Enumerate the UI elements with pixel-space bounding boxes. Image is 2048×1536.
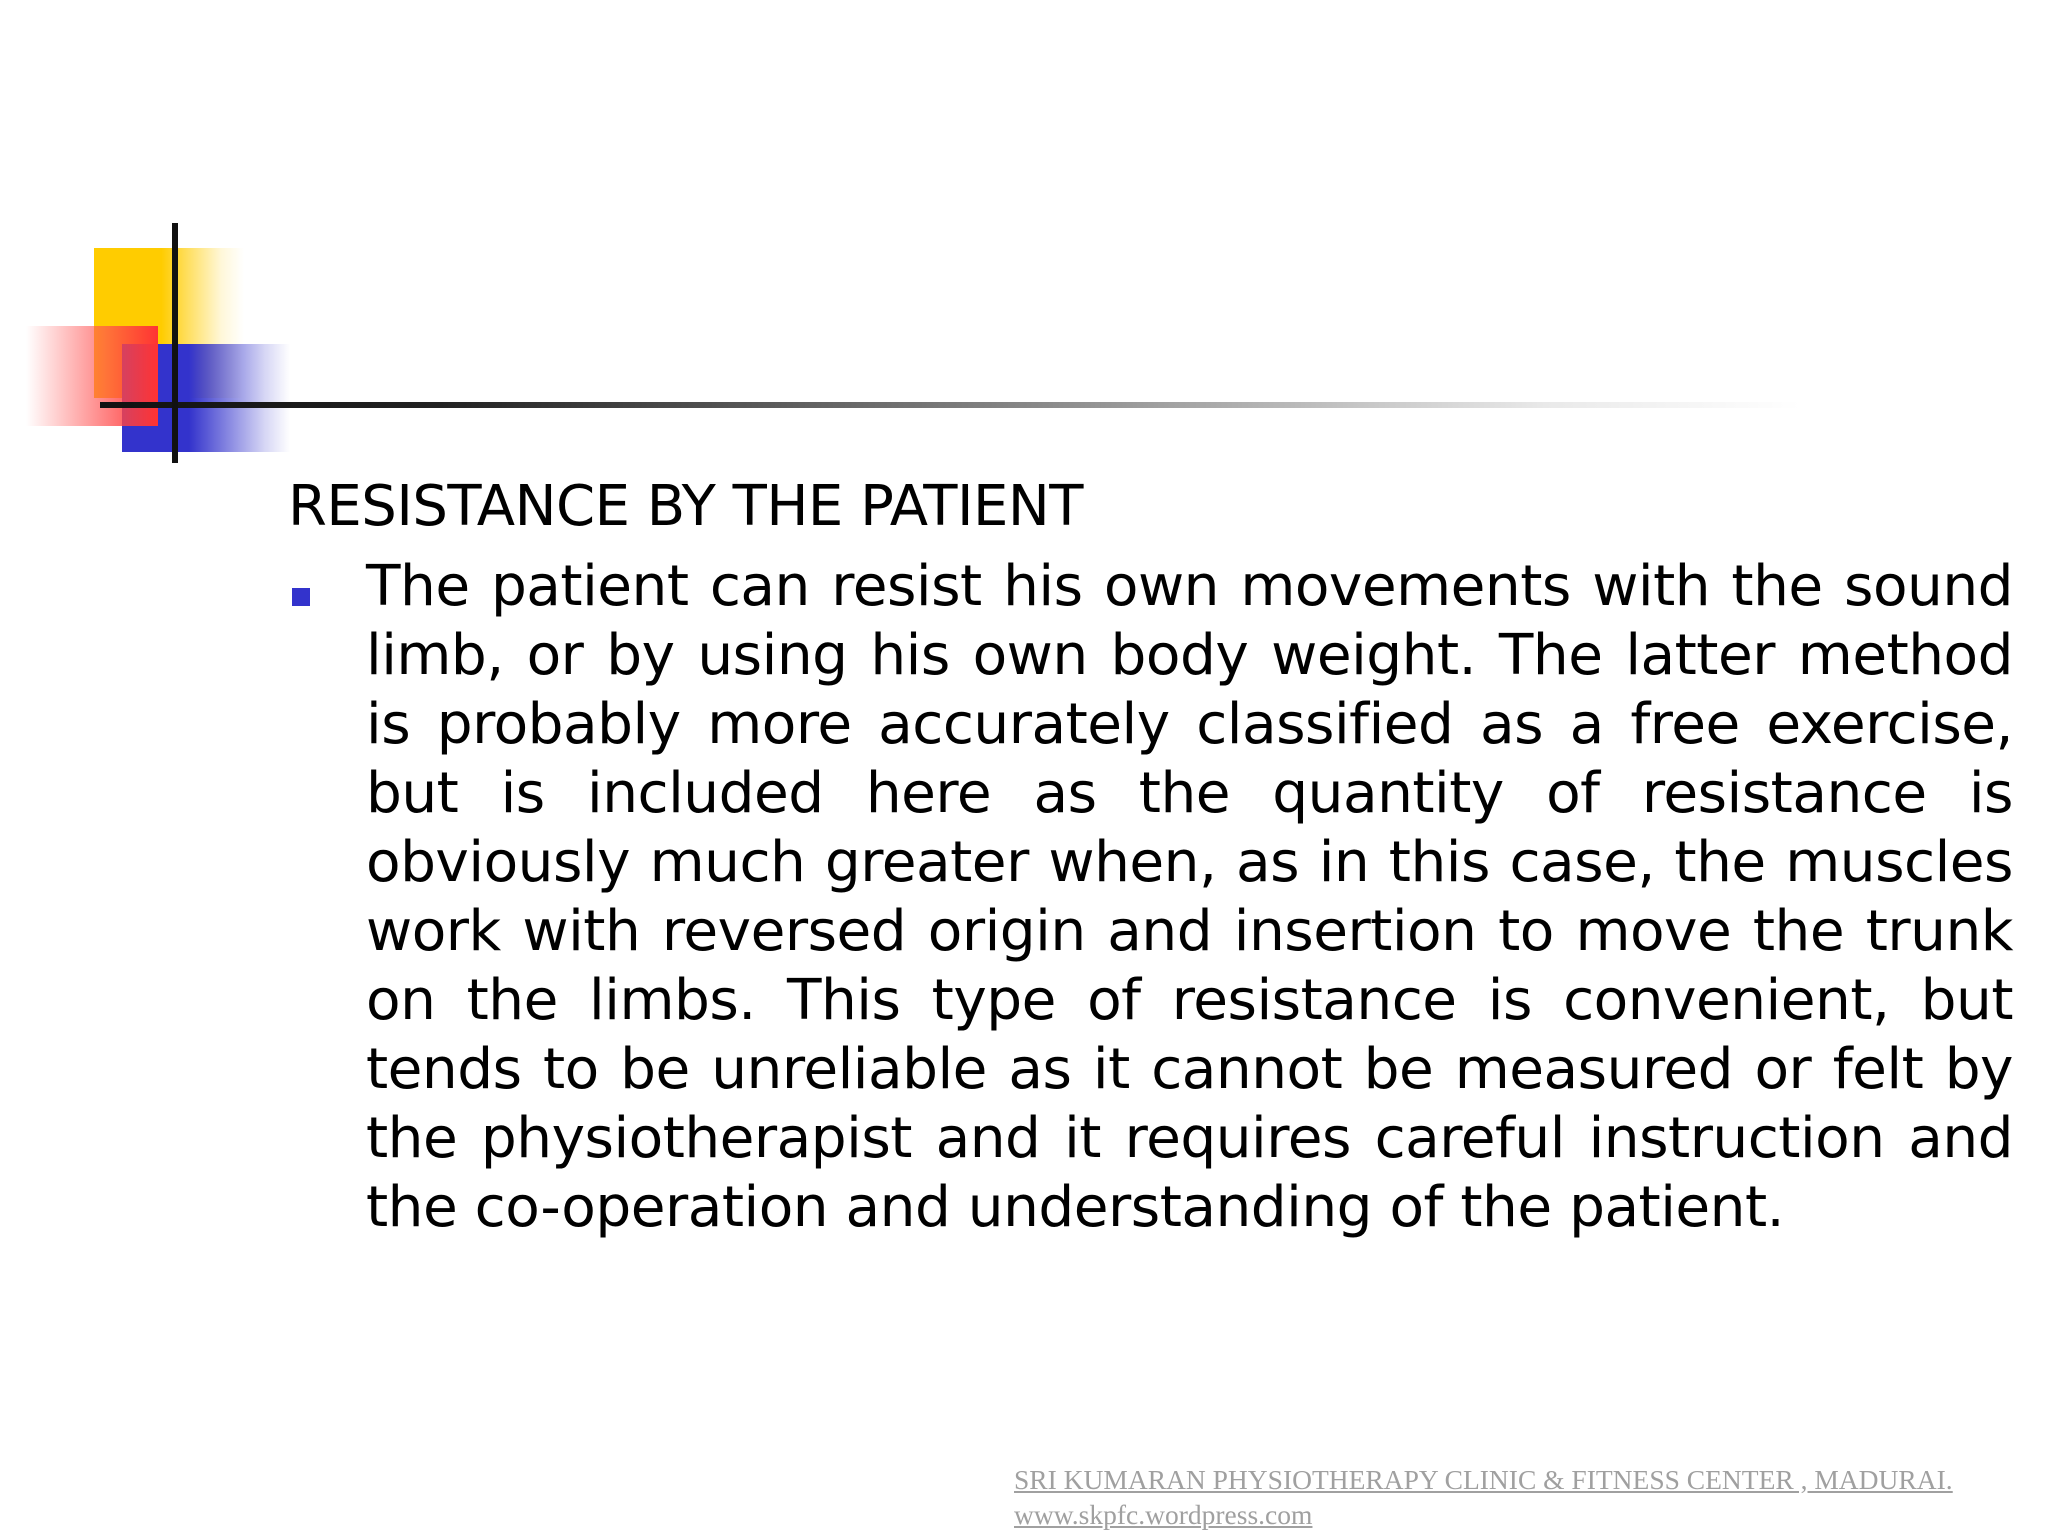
footer-clinic-name[interactable]: SRI KUMARAN PHYSIOTHERAPY CLINIC & FITNESS CENTER , MADURAI. — [1014, 1464, 1953, 1495]
logo-red-square — [26, 326, 158, 426]
bullet-text: The patient can resist his own movements with the sound limb, or by using his own body weight. The latter method is probably more accurately classified as a free exercise, but is included here as the quantity of resistance is obviously much greater when, as in this case, the muscles work with reversed origin and insertion to move the trunk on the limbs. This type of resistance is convenient, but tends to be unreliable as it cannot be measured or felt by the physiotherapist and it requires careful instruction and the co-operation and understanding of the patient. — [366, 554, 2013, 1240]
logo-vertical-line — [172, 223, 178, 463]
title-divider-line — [100, 402, 1800, 408]
square-bullet-icon — [292, 588, 310, 606]
footer — [1014, 1462, 1953, 1532]
footer-website-link[interactable]: www.skpfc.wordpress.com — [1014, 1499, 1313, 1530]
slide-title: RESISTANCE BY THE PATIENT — [288, 474, 1083, 539]
